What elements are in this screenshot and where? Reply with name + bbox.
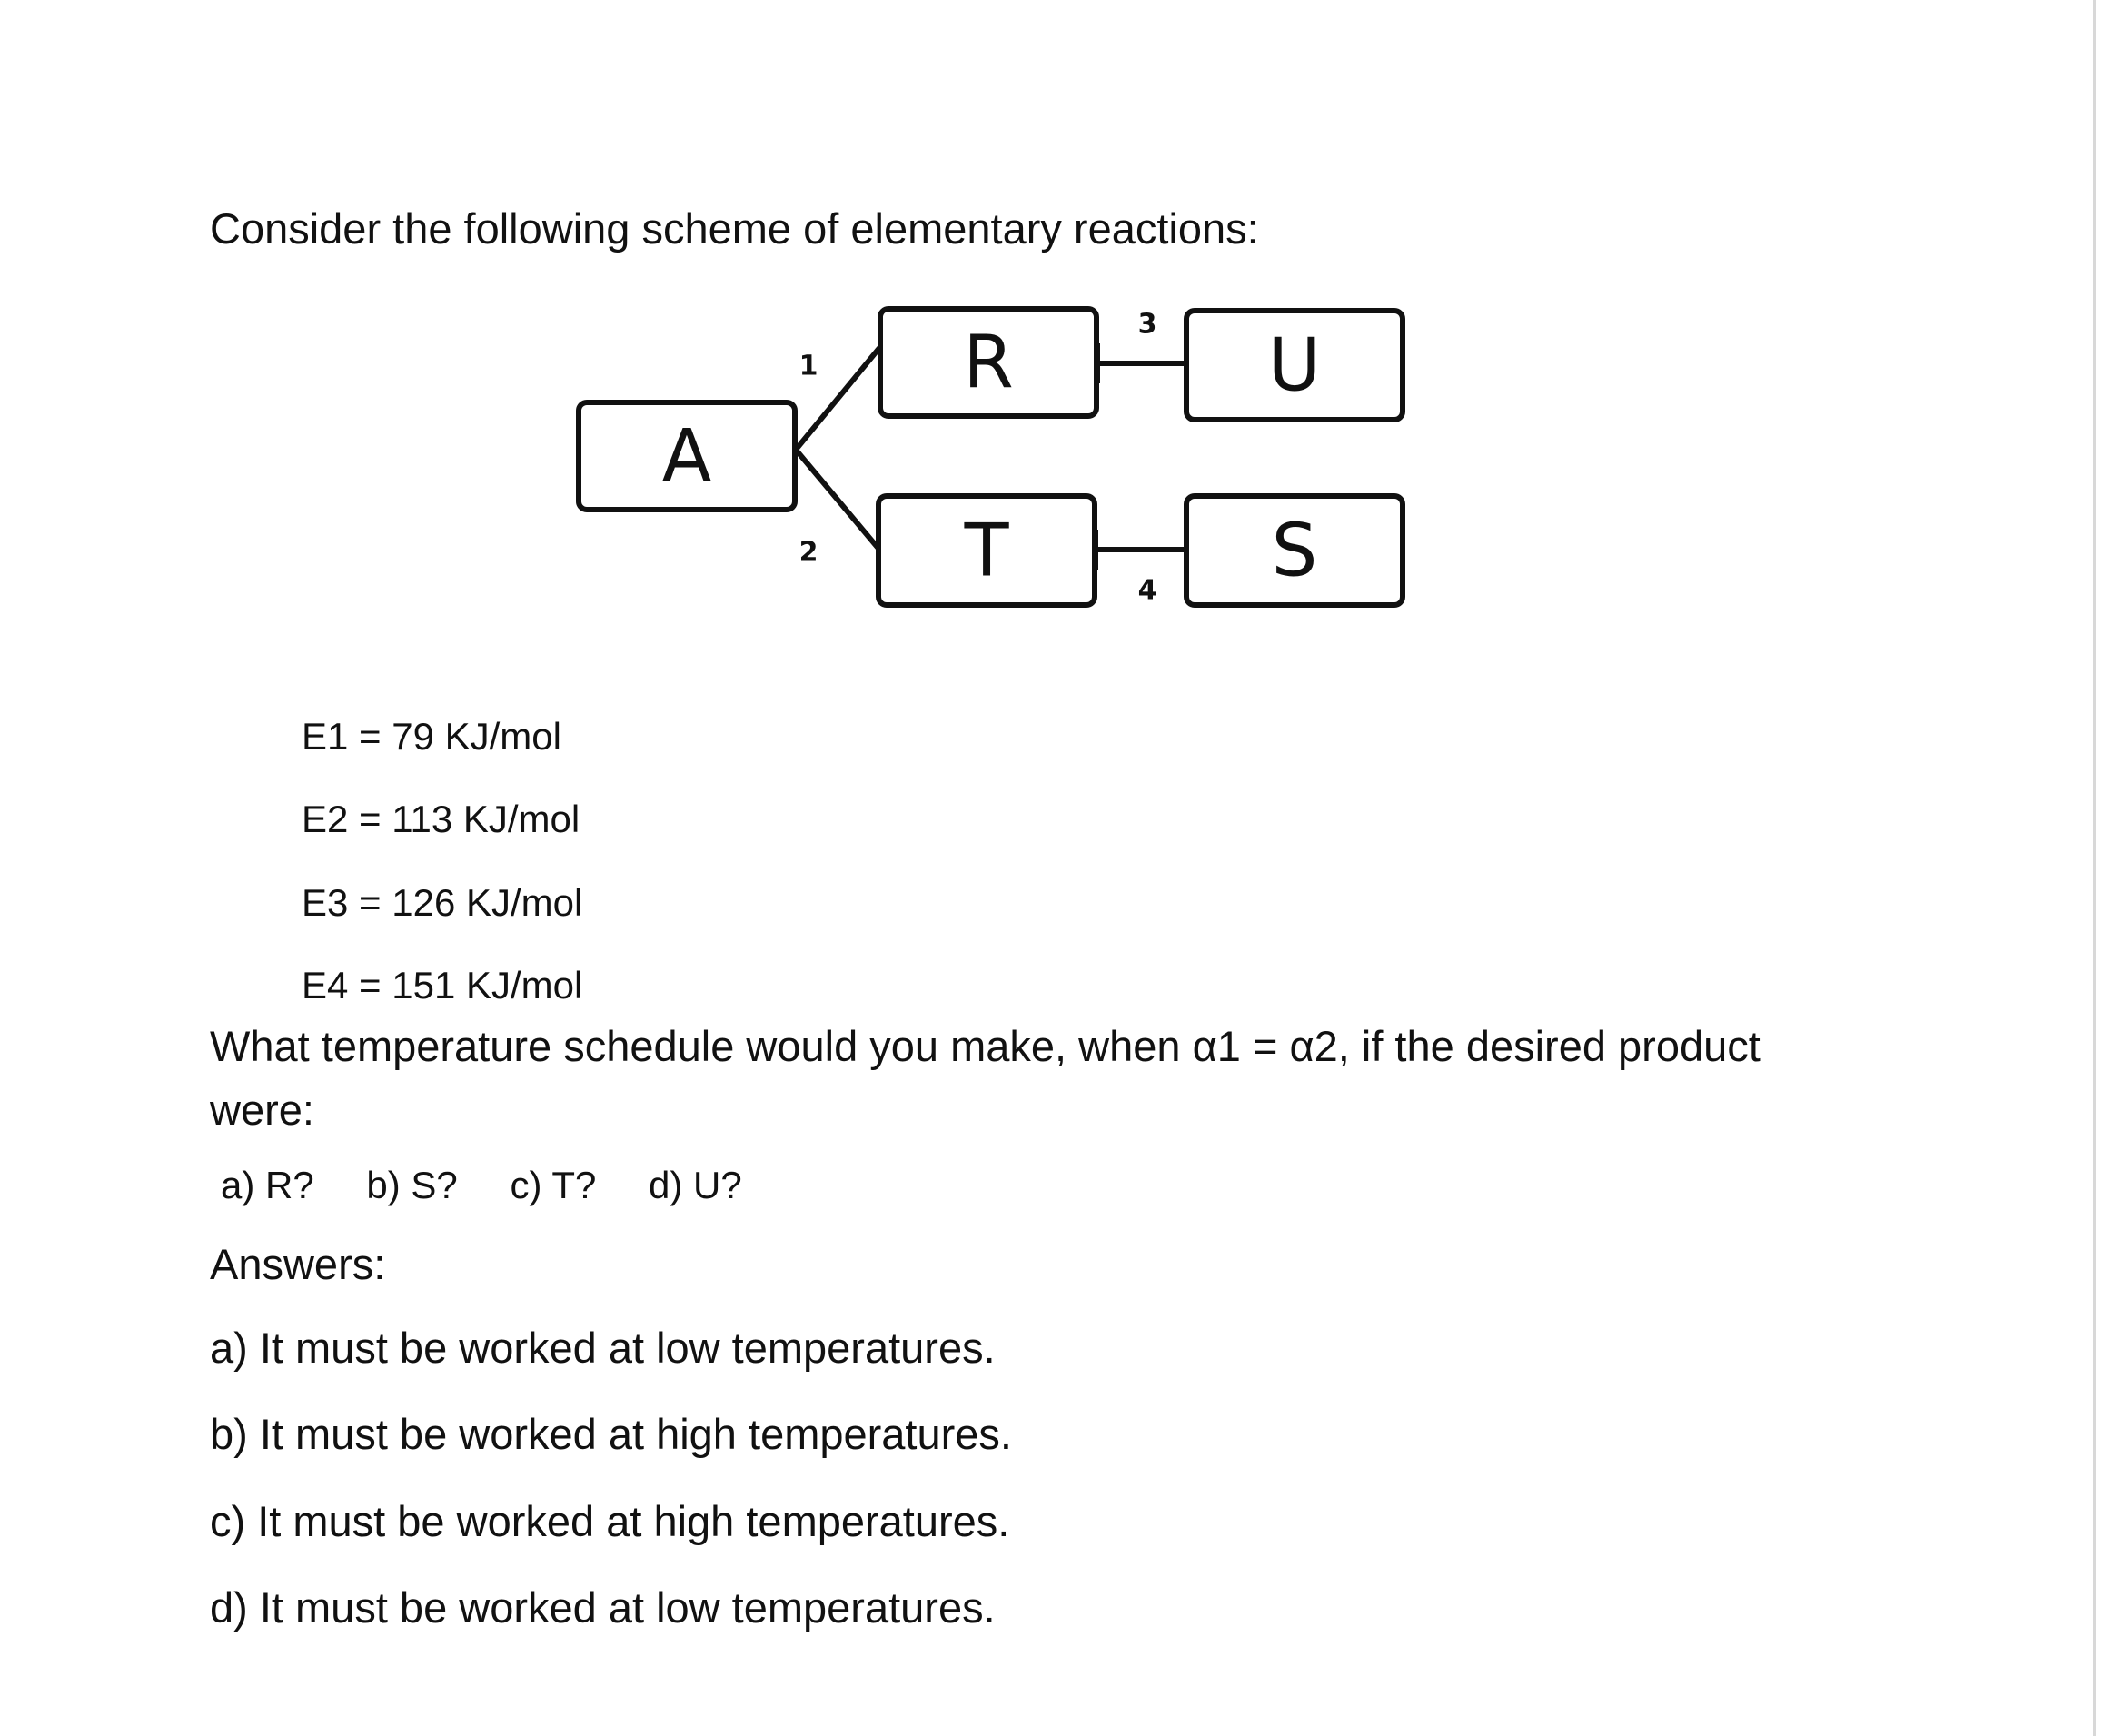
step-label-1: 1 [799,350,818,382]
option-c: c) T? [510,1164,597,1206]
energy-e4: E4 = 151 KJ/mol [302,964,583,1007]
option-d: d) U? [649,1164,742,1206]
species-box-s [1186,496,1403,605]
species-box-t [878,496,1095,605]
answers-title: Answers: [210,1240,386,1288]
species-label-a: A [661,413,712,499]
options-row [221,1166,784,1205]
species-label-s: S [1271,508,1318,593]
link-a-t [796,450,879,550]
energy-e3: E3 = 126 KJ/mol [302,881,583,924]
energy-e2: E2 = 113 KJ/mol [302,798,580,840]
species-box-r [880,309,1096,416]
step-label-2: 2 [799,536,818,569]
answer-d: d) It must be worked at low temperatures. [210,1583,996,1632]
energy-e1: E1 = 79 KJ/mol [302,715,561,758]
species-label-u: U [1267,322,1322,408]
species-label-r: R [963,320,1014,405]
answer-a: a) It must be worked at low temperatures. [210,1324,996,1372]
species-label-t: T [964,508,1009,593]
option-a: a) R? [221,1164,314,1206]
step-label-3: 3 [1137,308,1157,341]
question-line-2: were: [210,1086,314,1134]
step-label-4: 4 [1137,574,1157,607]
question-line-1: What temperature schedule would you make, when α1 = α2, if the desired product [210,1022,1761,1070]
answer-c: c) It must be worked at high temperatures. [210,1497,1010,1545]
answer-b: b) It must be worked at high temperatures. [210,1410,1012,1458]
option-b: b) S? [366,1164,458,1206]
heading: Consider the following scheme of elementary reactions: [210,204,1259,253]
species-box-a [579,402,795,510]
species-box-u [1186,311,1403,420]
